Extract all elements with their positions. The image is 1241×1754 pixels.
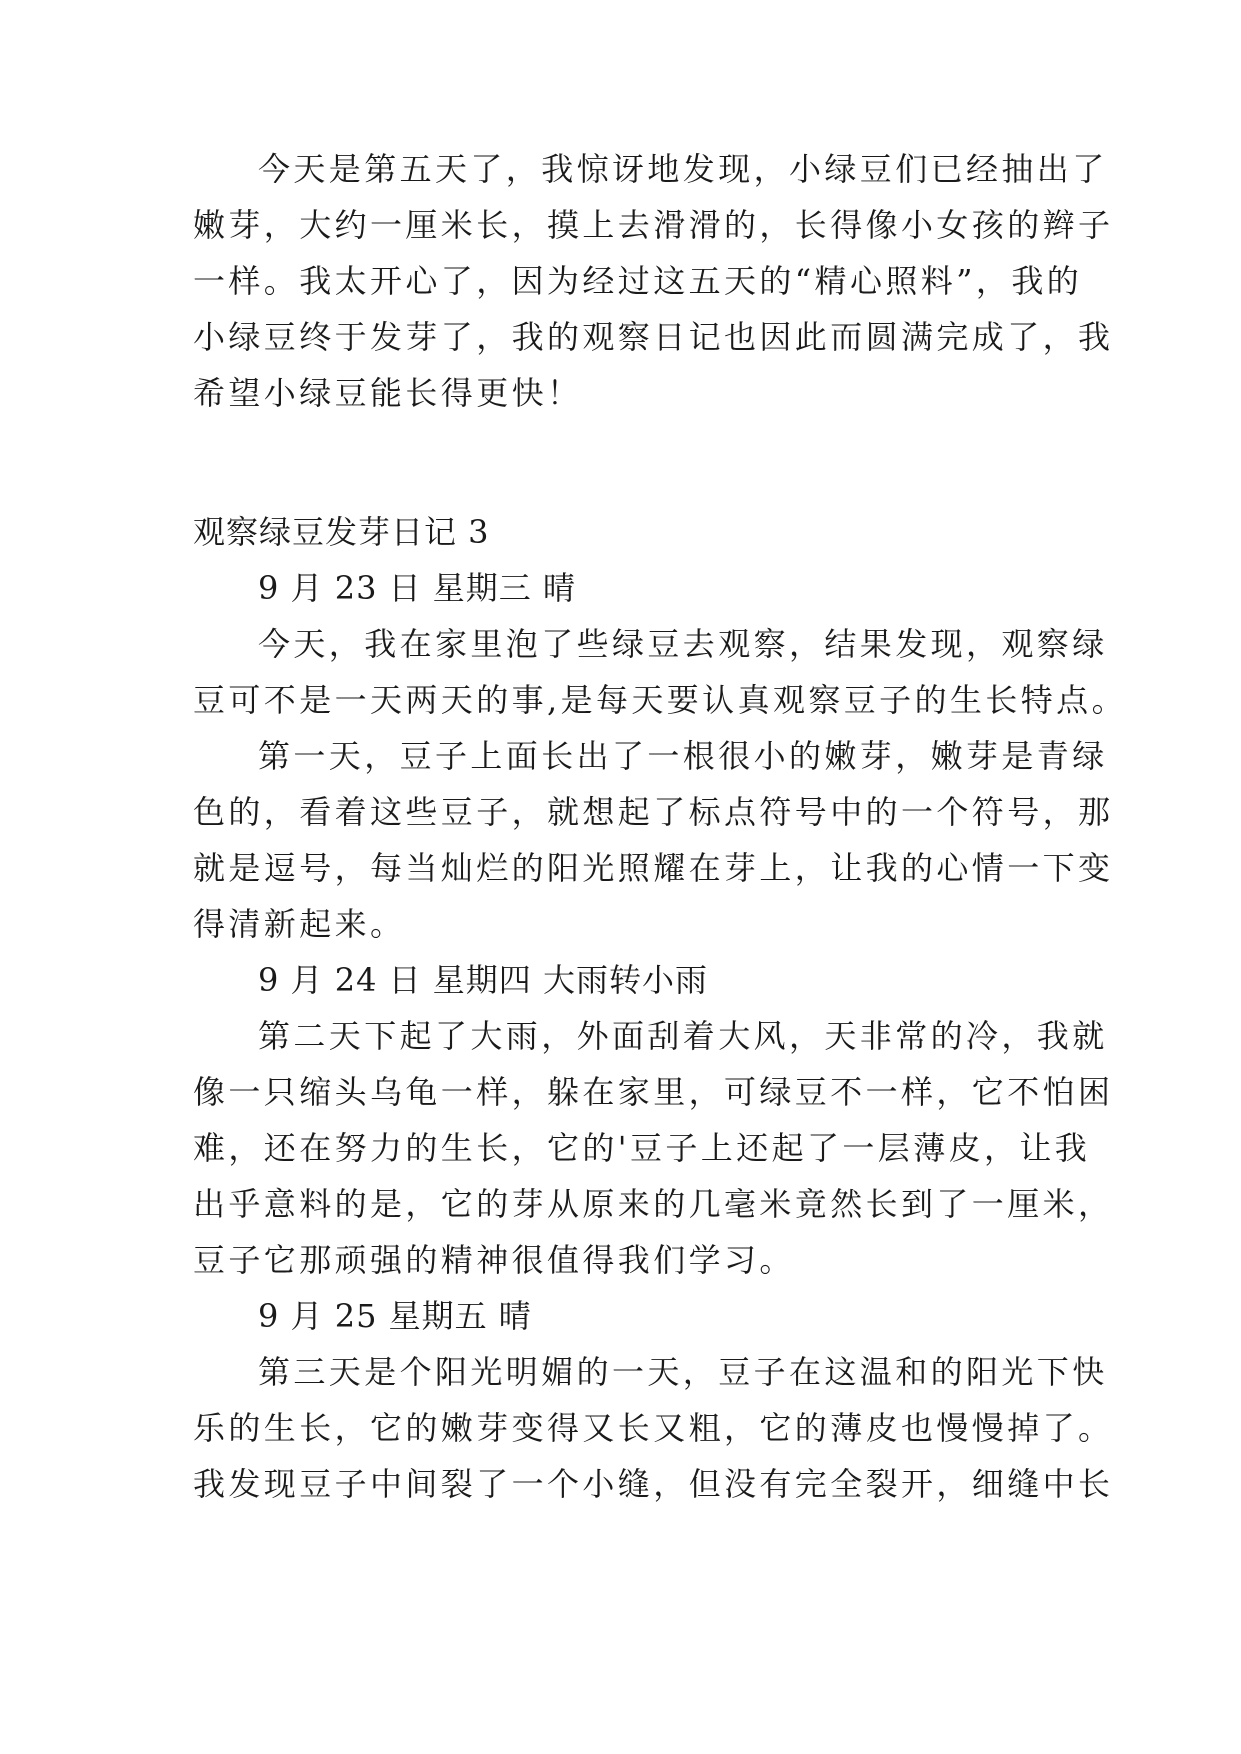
paragraph-3-line-4: 得清新起来。 [193,905,406,943]
paragraph-1-line-3: 一样。我太开心了，因为经过这五天的“精心照料”，我的 [193,262,1083,300]
paragraph-1-line-1: 今天是第五天了，我惊讶地发现，小绿豆们已经抽出了 [258,150,1108,188]
paragraph-4-line-1: 第二天下起了大雨，外面刮着大风，天非常的冷，我就 [258,1017,1108,1055]
paragraph-3-line-1: 第一天，豆子上面长出了一根很小的嫩芽，嫩芽是青绿 [258,737,1108,775]
paragraph-2-line-2: 豆可不是一天两天的事,是每天要认真观察豆子的生长特点。 [193,681,1127,719]
diary-date-3: 9 月 25 星期五 晴 [258,1297,532,1335]
paragraph-4-line-5: 豆子它那顽强的精神很值得我们学习。 [193,1241,795,1279]
paragraph-1-line-4: 小绿豆终于发芽了，我的观察日记也因此而圆满完成了，我 [193,318,1114,356]
paragraph-3-line-2: 色的，看着这些豆子，就想起了标点符号中的一个符号，那 [193,793,1114,831]
paragraph-5-line-2: 乐的生长，它的嫩芽变得又长又粗，它的薄皮也慢慢掉了。 [193,1409,1114,1447]
paragraph-5-line-1: 第三天是个阳光明媚的一天，豆子在这温和的阳光下快 [258,1353,1108,1391]
paragraph-4-line-4: 出乎意料的是，它的芽从原来的几毫米竟然长到了一厘米， [193,1185,1114,1223]
diary-date-1: 9 月 23 日 星期三 晴 [258,569,576,607]
paragraph-2-line-1: 今天，我在家里泡了些绿豆去观察，结果发现，观察绿 [258,625,1108,663]
section-title: 观察绿豆发芽日记 3 [193,513,490,551]
paragraph-1-line-5: 希望小绿豆能长得更快！ [193,374,583,412]
paragraph-5-line-3: 我发现豆子中间裂了一个小缝，但没有完全裂开，细缝中长 [193,1465,1114,1503]
diary-date-2: 9 月 24 日 星期四 大雨转小雨 [258,961,708,999]
paragraph-4-line-2: 像一只缩头乌龟一样，躲在家里，可绿豆不一样，它不怕困 [193,1073,1114,1111]
paragraph-1-line-2: 嫩芽，大约一厘米长，摸上去滑滑的，长得像小女孩的辫子 [193,206,1114,244]
paragraph-4-line-3: 难，还在努力的生长，它的'豆子上还起了一层薄皮，让我 [193,1129,1091,1167]
paragraph-3-line-3: 就是逗号，每当灿烂的阳光照耀在芽上，让我的心情一下变 [193,849,1114,887]
